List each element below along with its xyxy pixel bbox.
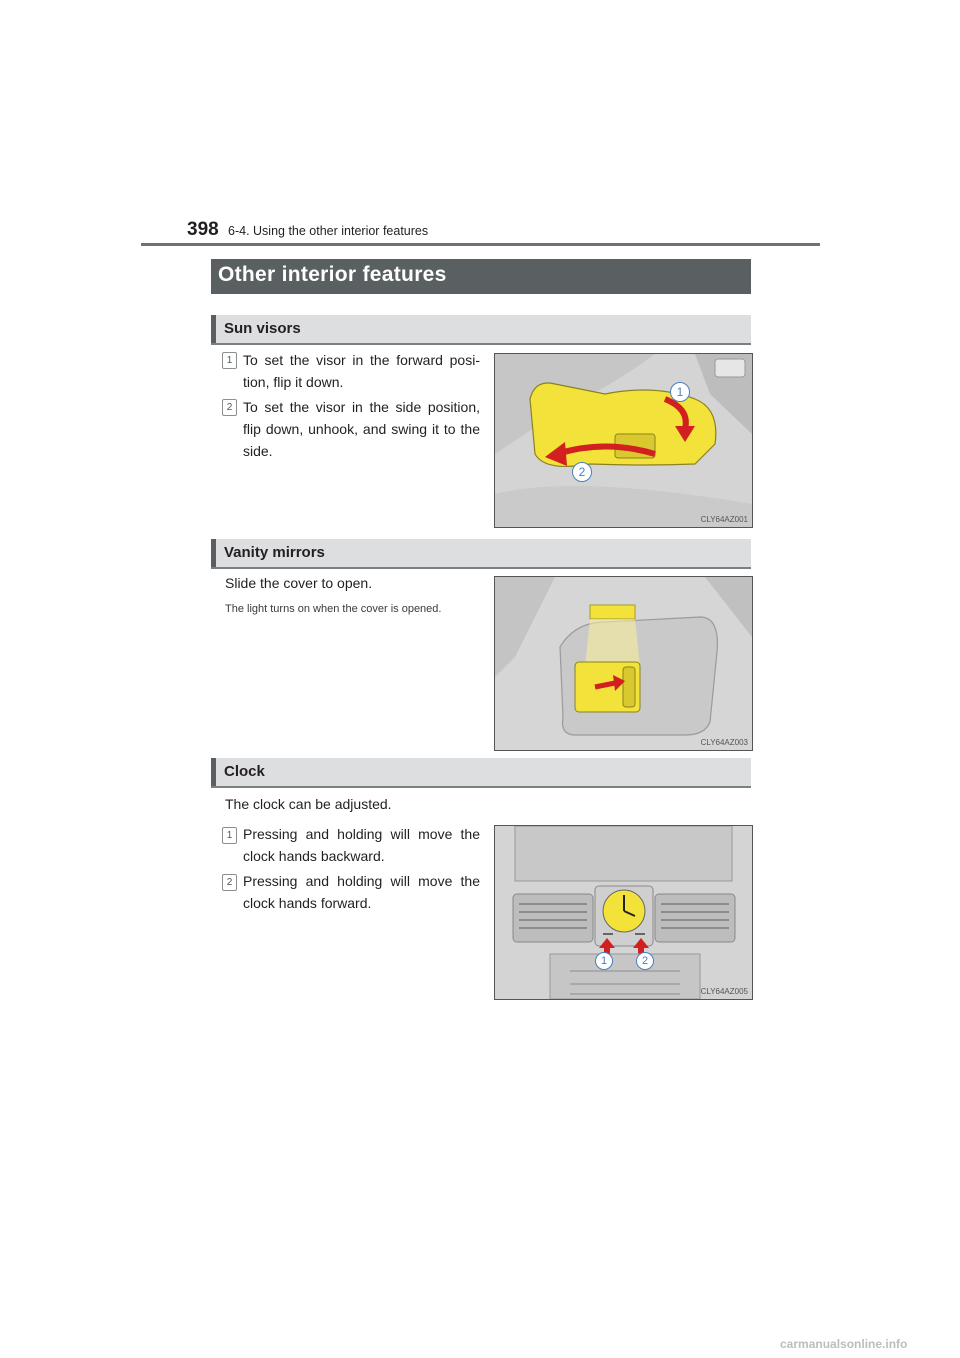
- subsection-title: Clock: [224, 763, 265, 780]
- clock-intro-text: The clock can be adjusted.: [225, 796, 392, 812]
- vanity-mirror-figure: [494, 576, 753, 751]
- figure-callout: 2: [636, 952, 654, 970]
- page-number: 398: [187, 219, 219, 240]
- subsection-header-sun-visors: [211, 315, 751, 345]
- sun-visor-figure: [494, 353, 753, 528]
- step-text: Pressing and holding will move the clock hands forward.: [243, 873, 480, 911]
- header-rule: [141, 243, 820, 246]
- instruction-text: Slide the cover to open.: [225, 575, 373, 591]
- step-number: 2: [222, 399, 237, 416]
- figure-code: CLY64AZ001: [700, 515, 748, 524]
- step-text: To set the visor in the forward posi-tion, flip it down.: [243, 352, 480, 390]
- note-text: The light turns on when the cover is opened.: [225, 603, 442, 615]
- clock-illustration: [495, 826, 752, 999]
- step-number: 1: [222, 352, 237, 369]
- step-text: To set the visor in the side position, flip down, unhook, and swing it to the side.: [243, 399, 480, 459]
- subsection-marker: [211, 315, 216, 343]
- section-title: Other interior features: [218, 263, 447, 286]
- step-number: 1: [222, 827, 237, 844]
- chapter-title: 6-4. Using the other interior features: [228, 224, 429, 238]
- figure-callout: 2: [572, 462, 592, 482]
- watermark: carmanualsonline.info: [780, 1337, 908, 1351]
- clock-figure: [494, 825, 753, 1000]
- figure-callout: 1: [595, 952, 613, 970]
- figure-code: CLY64AZ005: [700, 987, 748, 996]
- figure-callout: 1: [670, 382, 690, 402]
- subsection-title: Vanity mirrors: [224, 544, 325, 561]
- subsection-header-vanity-mirrors: [211, 539, 751, 569]
- step-number: 2: [222, 874, 237, 891]
- vanity-mirror-illustration: [495, 577, 752, 750]
- step-text: Pressing and holding will move the clock hands backward.: [243, 826, 480, 864]
- subsection-marker: [211, 758, 216, 786]
- sun-visor-illustration: [495, 354, 752, 527]
- subsection-marker: [211, 539, 216, 567]
- figure-code: CLY64AZ003: [700, 738, 748, 747]
- subsection-title: Sun visors: [224, 320, 301, 337]
- subsection-header-clock: [211, 758, 751, 788]
